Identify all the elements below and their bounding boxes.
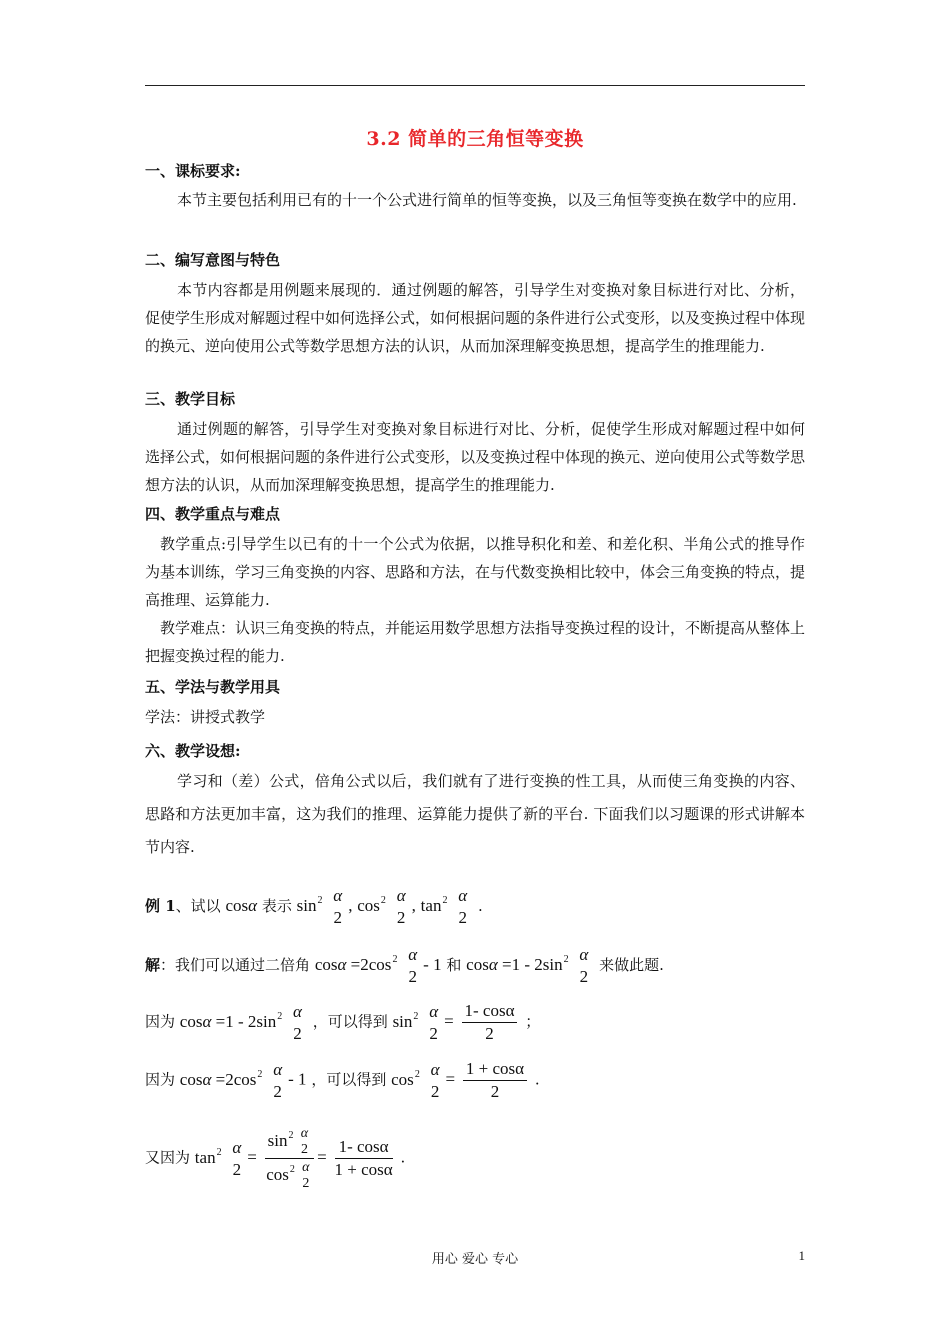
header-rule <box>145 85 805 86</box>
section-paragraph: 本节内容都是用例题来展现的．通过例题的解答，引导学生对变换对象目标进行对比、分析，促使学生形成对解题过程中如何选择公式，如何根据问题的条件进行公式变形，以及变换过程中体现的换元、逆向使用公式等数学思想方法的认识，从而加深理解变换思想，提高学生的推理能力. <box>145 281 806 355</box>
derivation-line-cos <box>145 1058 540 1103</box>
example-represent: 表示 <box>261 897 292 915</box>
math-fraction: $\frac{1 + \cos\alpha}{2}$ <box>463 1058 527 1103</box>
also-because-text: 又因为 <box>145 1148 191 1167</box>
can-get-text: ，可以得到 <box>311 1070 387 1089</box>
section-heading: 四、教学重点与难点 <box>145 505 281 523</box>
math-expr: $\cos\alpha =1 - 2\sin^2$ <box>179 1010 283 1031</box>
math-fraction: α 2 <box>458 886 468 927</box>
because-text: 因为 <box>145 1012 176 1031</box>
semicolon: ； <box>525 1012 541 1031</box>
math-equals: = <box>444 1011 454 1031</box>
example-prompt: 、试以 <box>175 897 221 915</box>
math-expr: $\tan^2$ <box>420 895 448 915</box>
math-fraction: α 2 <box>579 945 589 986</box>
math-fraction: α 2 <box>293 1001 302 1043</box>
math-expr: cosα <box>225 896 258 915</box>
math-expr: $\cos^2$ <box>391 1068 420 1089</box>
math-comma: , <box>411 896 416 915</box>
math-expr: $\cos\alpha =1 - 2\sin^2$ <box>466 954 569 974</box>
section-heading: 二、编写意图与特色 <box>145 251 281 269</box>
solution-text: ：我们可以通过二倍角 <box>160 956 311 974</box>
section-paragraph: 本节主要包括利用已有的十一个公式进行简单的恒等变换，以及三角恒等变换在数学中的应用. <box>177 191 797 209</box>
math-fraction: α 2 <box>232 1137 242 1179</box>
section-paragraph: 教学重点:引导学生以已有的十一个公式为依据，以推导积化和差、和差化积、半角公式的推导作为基本训练，学习三角变换的内容、思路和方法，在与代数变换相比较中，体会三角变换的特点，提高推理、运算能力. <box>145 535 806 609</box>
page-title: 3.2 简单的三角恒等变换 <box>366 128 584 150</box>
section-heading: 五、学法与教学用具 <box>145 678 281 696</box>
period: . <box>477 897 483 915</box>
math-compound-fraction: $\sin^2$ α 2 $\cos^2$ α 2 <box>265 1125 314 1192</box>
derivation-line-sin <box>145 1000 540 1045</box>
math-expr: $\cos\alpha =2\cos^2$ <box>314 954 398 974</box>
solution-line <box>145 944 664 988</box>
math-fraction: α 2 <box>430 1059 440 1101</box>
example-statement <box>145 885 483 929</box>
section-paragraph: 学法：讲授式教学 <box>145 708 266 726</box>
because-text: 因为 <box>145 1070 176 1089</box>
section-heading: 六、教学设想: <box>145 742 241 760</box>
math-expr: $\cos^2$ <box>357 895 386 915</box>
solution-label: 解 <box>145 956 161 974</box>
math-fraction: $\frac{1- \cos\alpha}{2}$ <box>462 1000 518 1045</box>
math-fraction: α 2 <box>408 945 418 986</box>
period: . <box>400 1148 406 1167</box>
math-equals: = <box>247 1147 257 1167</box>
math-fraction: α 2 <box>396 886 406 927</box>
section-paragraph: 教学难点：认识三角变换的特点，并能运用数学思想方法指导变换过程的设计，不断提高从整体上把握变换过程的能力. <box>145 619 806 665</box>
math-expr: $\sin^2$ <box>296 895 323 915</box>
section-heading: 三、教学目标 <box>145 390 236 408</box>
can-get-text: ，可以得到 <box>312 1012 388 1031</box>
math-fraction: α 2 <box>333 886 343 927</box>
math-equals: = <box>317 1147 327 1167</box>
math-expr: $\sin^2$ <box>392 1010 419 1031</box>
section-paragraph: 学习和（差）公式，倍角公式以后，我们就有了进行变换的性工具，从而使三角变换的内容、思路和方法更加丰富，这为我们的推理、运算能力提供了新的平台. 下面我们以习题课的形式讲解本节内容. <box>145 772 805 856</box>
math-equals: = <box>445 1069 456 1089</box>
math-fraction: α 2 <box>273 1059 283 1101</box>
math-expr: $\tan^2$ <box>194 1146 222 1167</box>
period: . <box>534 1070 540 1089</box>
derivation-line-tan <box>145 1125 405 1192</box>
section-heading: 一、课标要求: <box>145 162 241 180</box>
math-minus-one: - 1 <box>423 955 442 974</box>
math-comma: , <box>348 896 353 915</box>
to-do-text: 来做此题. <box>599 956 664 974</box>
math-expr: $\cos\alpha =2\cos^2$ <box>179 1068 263 1089</box>
math-fraction: α 2 <box>429 1001 439 1043</box>
example-label: 例 1 <box>145 897 176 915</box>
section-paragraph: 通过例题的解答，引导学生对变换对象目标进行对比、分析，促使学生形成对解题过程中如何选择公式，如何根据问题的条件进行公式变形，以及变换过程中体现的换元、逆向使用公式等数学思想方法的认识，从而加深理解变换思想，提高学生的推理能力. <box>145 420 806 494</box>
math-fraction: $\frac{1- \cos\alpha}{1 + \cos\alpha}$ <box>334 1137 393 1180</box>
footer-motto: 用心 爱心 专心 <box>431 1252 519 1267</box>
and-text: 和 <box>446 956 462 974</box>
math-minus-one: - 1 <box>288 1069 307 1089</box>
page-number: 1 <box>798 1248 805 1263</box>
